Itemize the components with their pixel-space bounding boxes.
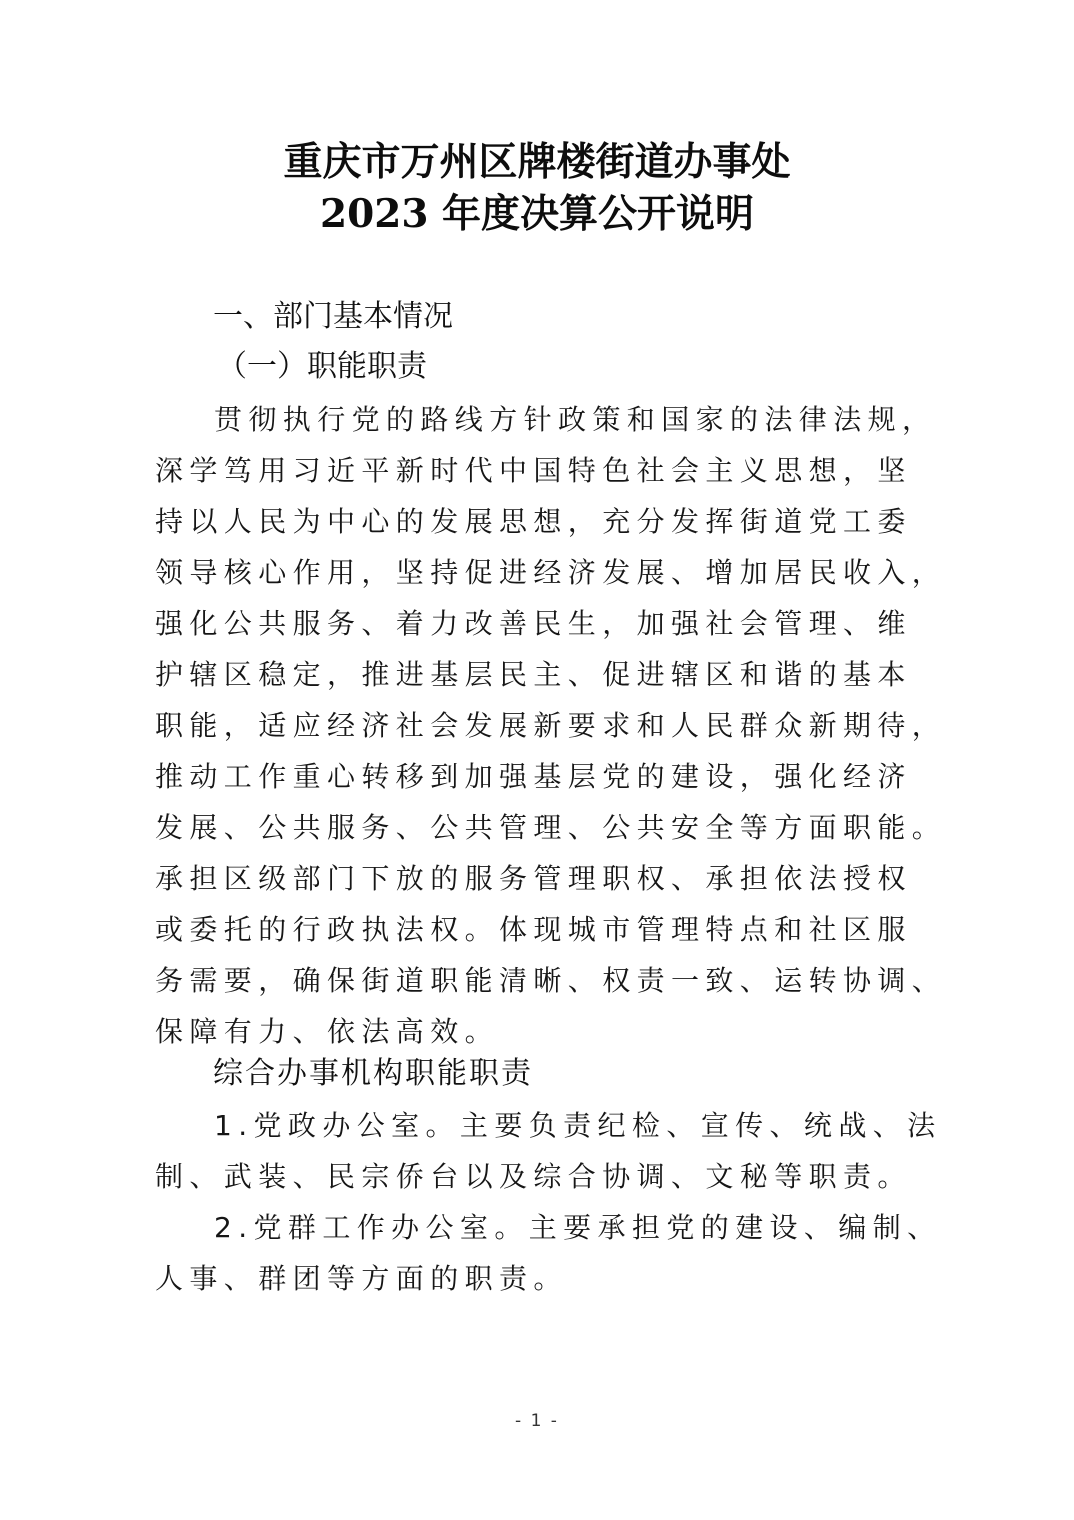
offices-subheading: 综合办事机构职能职责 [213,1056,533,1091]
paragraph-line: 承担区级部门下放的服务管理职权、承担依法授权 [155,862,912,895]
page-number: - 1 - [515,1411,559,1431]
paragraph-line: 务需要，确保街道职能清晰、权责一致、运转协调、 [155,964,947,997]
document-title-line-2: 2023 年度决算公开说明 [319,191,755,237]
paragraph-line: 或委托的行政执法权。体现城市管理特点和社区服 [155,913,912,946]
section-heading: 一、部门基本情况 [213,299,453,334]
paragraph-line: 推动工作重心转移到加强基层党的建设，强化经济 [155,760,912,793]
paragraph-line: 护辖区稳定，推进基层民主、促进辖区和谐的基本 [155,658,912,691]
subsection-heading: （一）职能职责 [217,349,427,384]
paragraph-line: 保障有力、依法高效。 [155,1015,500,1048]
paragraph-line: 领导核心作用，坚持促进经济发展、增加居民收入， [155,556,947,589]
document-title-line-1: 重庆市万州区牌楼街道办事处 [283,139,791,185]
paragraph-line: 职能，适应经济社会发展新要求和人民群众新期待， [155,709,947,742]
list-item-line: 1.党政办公室。主要负责纪检、宣传、统战、法 [214,1109,942,1142]
offices-list [155,1100,942,1304]
paragraph-line: 发展、公共服务、公共管理、公共安全等方面职能。 [155,811,947,844]
duties-paragraph [155,394,947,1057]
paragraph-line: 强化公共服务、着力改善民生，加强社会管理、维 [155,607,912,640]
list-item-line: 制、武装、民宗侨台以及综合协调、文秘等职责。 [155,1160,912,1193]
paragraph-line: 贯彻执行党的路线方针政策和国家的法律法规， [214,403,937,436]
list-item-line: 2.党群工作办公室。主要承担党的建设、编制、 [214,1211,942,1244]
list-item-line: 人事、群团等方面的职责。 [155,1262,568,1295]
paragraph-line: 深学笃用习近平新时代中国特色社会主义思想，坚 [155,454,912,487]
paragraph-line: 持以人民为中心的发展思想，充分发挥街道党工委 [155,505,912,538]
